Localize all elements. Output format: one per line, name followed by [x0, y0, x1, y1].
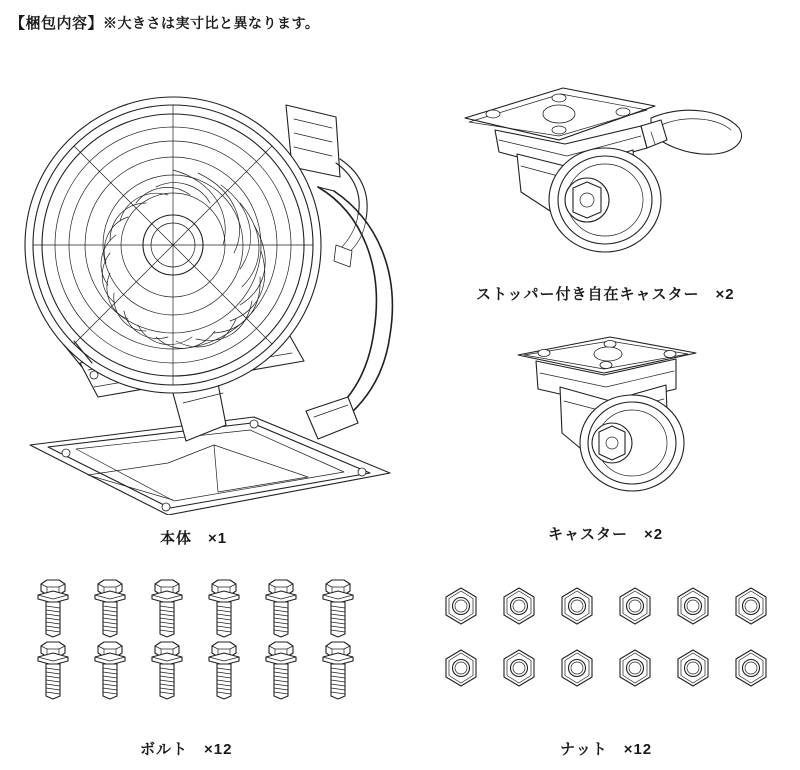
nut-icon — [673, 648, 713, 688]
bolt-head — [38, 580, 68, 603]
nut-icon — [615, 586, 655, 626]
bolt-item — [138, 640, 195, 702]
nut-item — [722, 586, 780, 648]
bolt-icon — [33, 578, 73, 638]
wheel — [549, 148, 661, 252]
bolt-icon — [90, 578, 130, 638]
bolt-item — [138, 578, 195, 640]
page-title — [10, 12, 319, 33]
caster-caption: キャスター ×2 — [548, 526, 664, 543]
bolt-icon — [318, 640, 358, 700]
bolt-icon — [90, 640, 130, 700]
bolt-item — [24, 578, 81, 640]
main-unit-illustration — [18, 45, 418, 515]
nut-icon — [557, 648, 597, 688]
bolt-icon — [204, 578, 244, 638]
bolt-item — [252, 578, 309, 640]
nut-item — [664, 586, 722, 648]
bolt-item — [309, 578, 366, 640]
nut-icon — [441, 648, 481, 688]
bolt-item — [81, 578, 138, 640]
nut-item — [490, 648, 548, 710]
bolt-icon — [261, 640, 301, 700]
nut-item — [490, 586, 548, 648]
nut-icon — [731, 648, 771, 688]
bolt-item — [309, 640, 366, 702]
nut-item — [606, 648, 664, 710]
fan-guard — [25, 97, 321, 393]
nut-item — [548, 648, 606, 710]
bolt-icon — [33, 640, 73, 700]
nut-icon — [615, 648, 655, 688]
bolt-icon — [318, 578, 358, 638]
bolt-item — [81, 640, 138, 702]
nut-item — [606, 586, 664, 648]
nut-item — [722, 648, 780, 710]
bolt-icon — [147, 640, 187, 700]
nut-caption: ナット ×12 — [560, 741, 653, 758]
bolt-item — [195, 640, 252, 702]
bolt-shaft — [46, 602, 60, 637]
nuts-group — [432, 586, 780, 710]
nut-item — [548, 586, 606, 648]
bolt-icon — [147, 578, 187, 638]
nut-icon — [731, 586, 771, 626]
nut-icon — [673, 586, 713, 626]
main-unit-caption: 本体 ×1 — [160, 530, 228, 547]
page-title-note: ※大きさは実寸比と異なります。 — [103, 15, 320, 31]
fan-unit-icon — [18, 45, 418, 515]
bolts-group — [24, 578, 366, 702]
nut-item — [664, 648, 722, 710]
caster-with-stopper-illustration — [455, 70, 765, 270]
page-title-label: 【梱包内容】 — [10, 15, 104, 32]
nut-icon — [499, 586, 539, 626]
nut-item — [432, 648, 490, 710]
bolt-icon — [204, 640, 244, 700]
bolt-icon — [261, 578, 301, 638]
nut-icon — [441, 586, 481, 626]
caster-with-stopper-caption: ストッパー付き自在キャスター ×2 — [476, 286, 735, 303]
nut-icon — [499, 648, 539, 688]
bolt-caption: ボルト ×12 — [140, 741, 233, 758]
bolt-item — [24, 640, 81, 702]
bolt-item — [195, 578, 252, 640]
wheel — [580, 395, 684, 491]
nut-item — [432, 586, 490, 648]
caster-illustration — [500, 325, 720, 505]
caster-with-stopper-icon — [455, 70, 765, 270]
nut-icon — [557, 586, 597, 626]
bolt-item — [252, 640, 309, 702]
stopper-lever — [641, 110, 742, 154]
caster-icon — [500, 325, 720, 505]
